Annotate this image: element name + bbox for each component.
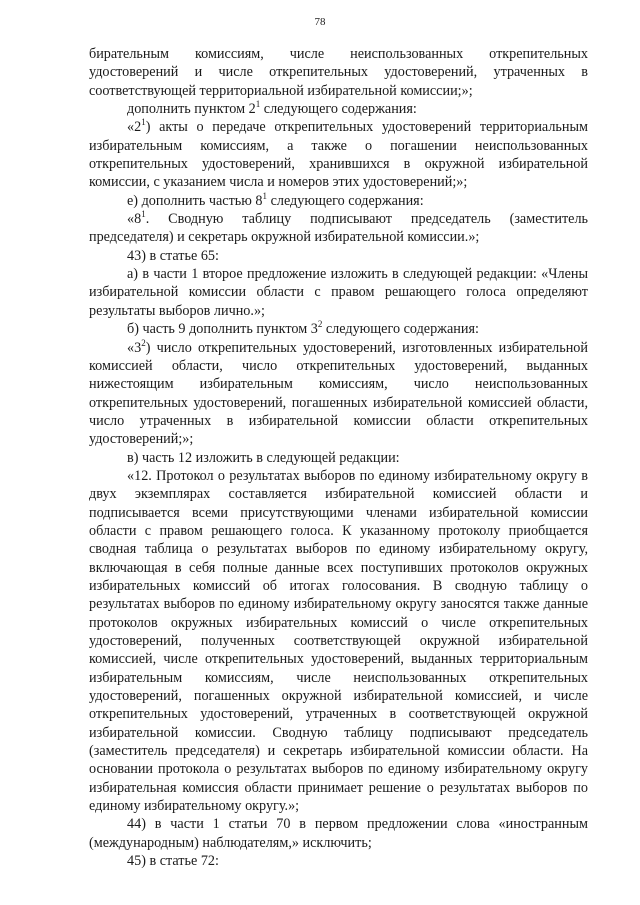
paragraph-text: ) число открепительных удостоверений, изготовленных избирательной комиссией области, число открепительных удостоверений, выданных нижестоящим избирательным комиссиям, число неиспользованных открепительных удостоверений, погашенных избирательной комиссией области, число утраченных в избирательной комиссии области открепительных удостоверений;»; bbox=[89, 339, 588, 448]
paragraph-text: дополнить пунктом 2 bbox=[127, 101, 256, 118]
paragraph-text: а) в части 1 второе предложение изложить в следующей редакции: «Члены избирательной комиссии области с правом решающего голоса определяют результаты выборов лично.»; bbox=[89, 266, 588, 319]
paragraph-text: следующего содержания: bbox=[322, 321, 479, 338]
paragraph-text: б) часть 9 дополнить пунктом 3 bbox=[127, 321, 318, 338]
paragraph bbox=[89, 339, 588, 449]
paragraph-text: ) акты о передаче открепительных удостоверений территориальным избирательным комиссиям, а также о погашении неиспользованных открепительных удостоверений, хранившихся в окружной избирательной комиссии, с указанием числа и номеров этих удостоверений;»; bbox=[89, 119, 588, 191]
paragraph-text: в) часть 12 изложить в следующей редакции: bbox=[127, 449, 400, 466]
paragraph-text: 43) в статье 65: bbox=[127, 247, 219, 264]
paragraph bbox=[89, 210, 588, 247]
paragraph-text: «8 bbox=[127, 211, 142, 228]
paragraph bbox=[89, 100, 588, 118]
paragraph bbox=[89, 852, 588, 870]
page-number: 78 bbox=[314, 16, 326, 28]
paragraph-text: бирательным комиссиям, числе неиспользованных открепительных удостоверений и числе открепительных удостоверений, утраченных в соответствующей территориальной избирательной комиссии;»; bbox=[89, 46, 588, 99]
paragraph bbox=[89, 247, 588, 265]
paragraph bbox=[89, 467, 588, 816]
superscript: 1 bbox=[141, 209, 146, 220]
paragraph-text: следующего содержания: bbox=[260, 101, 417, 118]
paragraph-text: 45) в статье 72: bbox=[127, 853, 219, 870]
paragraph-text: . Сводную таблицу подписывают председатель (заместитель председателя) и секретарь окружной избирательной комиссии.»; bbox=[89, 211, 588, 246]
paragraph-text: 44) в части 1 статьи 70 в первом предложении слова «иностранным (международным) наблюдателям,» исключить; bbox=[89, 816, 588, 851]
superscript: 1 bbox=[255, 99, 261, 110]
paragraph-text: «2 bbox=[127, 119, 142, 136]
paragraph bbox=[89, 815, 588, 852]
paragraph-text: «3 bbox=[127, 339, 142, 356]
superscript: 1 bbox=[141, 117, 146, 128]
paragraph bbox=[89, 265, 588, 320]
paragraph bbox=[89, 320, 588, 338]
paragraph-text: е) дополнить частью 8 bbox=[127, 192, 263, 209]
superscript: 1 bbox=[262, 190, 268, 201]
paragraph-text: «12. Протокол о результатах выборов по единому избирательному округу в двух экземплярах составляется избирательной комиссией области и подписывается всеми присутствующими членами избирательной комиссии области с правом решающего голоса. К указанному протоколу приобщается сводная таблица о результатах выборов по единому избирательному округу, включающая в себя полные данные всех поступивших протоколов окружных избирательных комиссий об итогах голосования. В сводную таблицу о результатах выборов по единому избирательному округу заносятся также данные протоколов окружных избирательных комиссий о числе открепительных удостоверений, полученных соответствующей окружной избирательной комиссией, числе открепительных удостоверений, выданных территориальным избирательным комиссиям, числе неиспользованных открепительных удостоверений, погашенных окружной избирательной комиссией, и числе открепительных удостоверений, утраченных в соответствующей окружной избирательной комиссии. Сводную таблицу подписывают председатель (заместитель председателя) и секретарь избирательной комиссии области. На основании протокола о результатах выборов по единому избирательному округу избирательная комиссия области принимает решение о результатах выборов по единому избирательному округу.»; bbox=[89, 467, 588, 815]
superscript: 2 bbox=[141, 337, 146, 348]
superscript: 2 bbox=[317, 319, 323, 330]
paragraph bbox=[89, 45, 588, 100]
document-body bbox=[89, 45, 588, 870]
paragraph bbox=[89, 118, 588, 191]
paragraph bbox=[89, 192, 588, 210]
paragraph-text: следующего содержания: bbox=[267, 192, 424, 209]
paragraph bbox=[89, 449, 588, 467]
